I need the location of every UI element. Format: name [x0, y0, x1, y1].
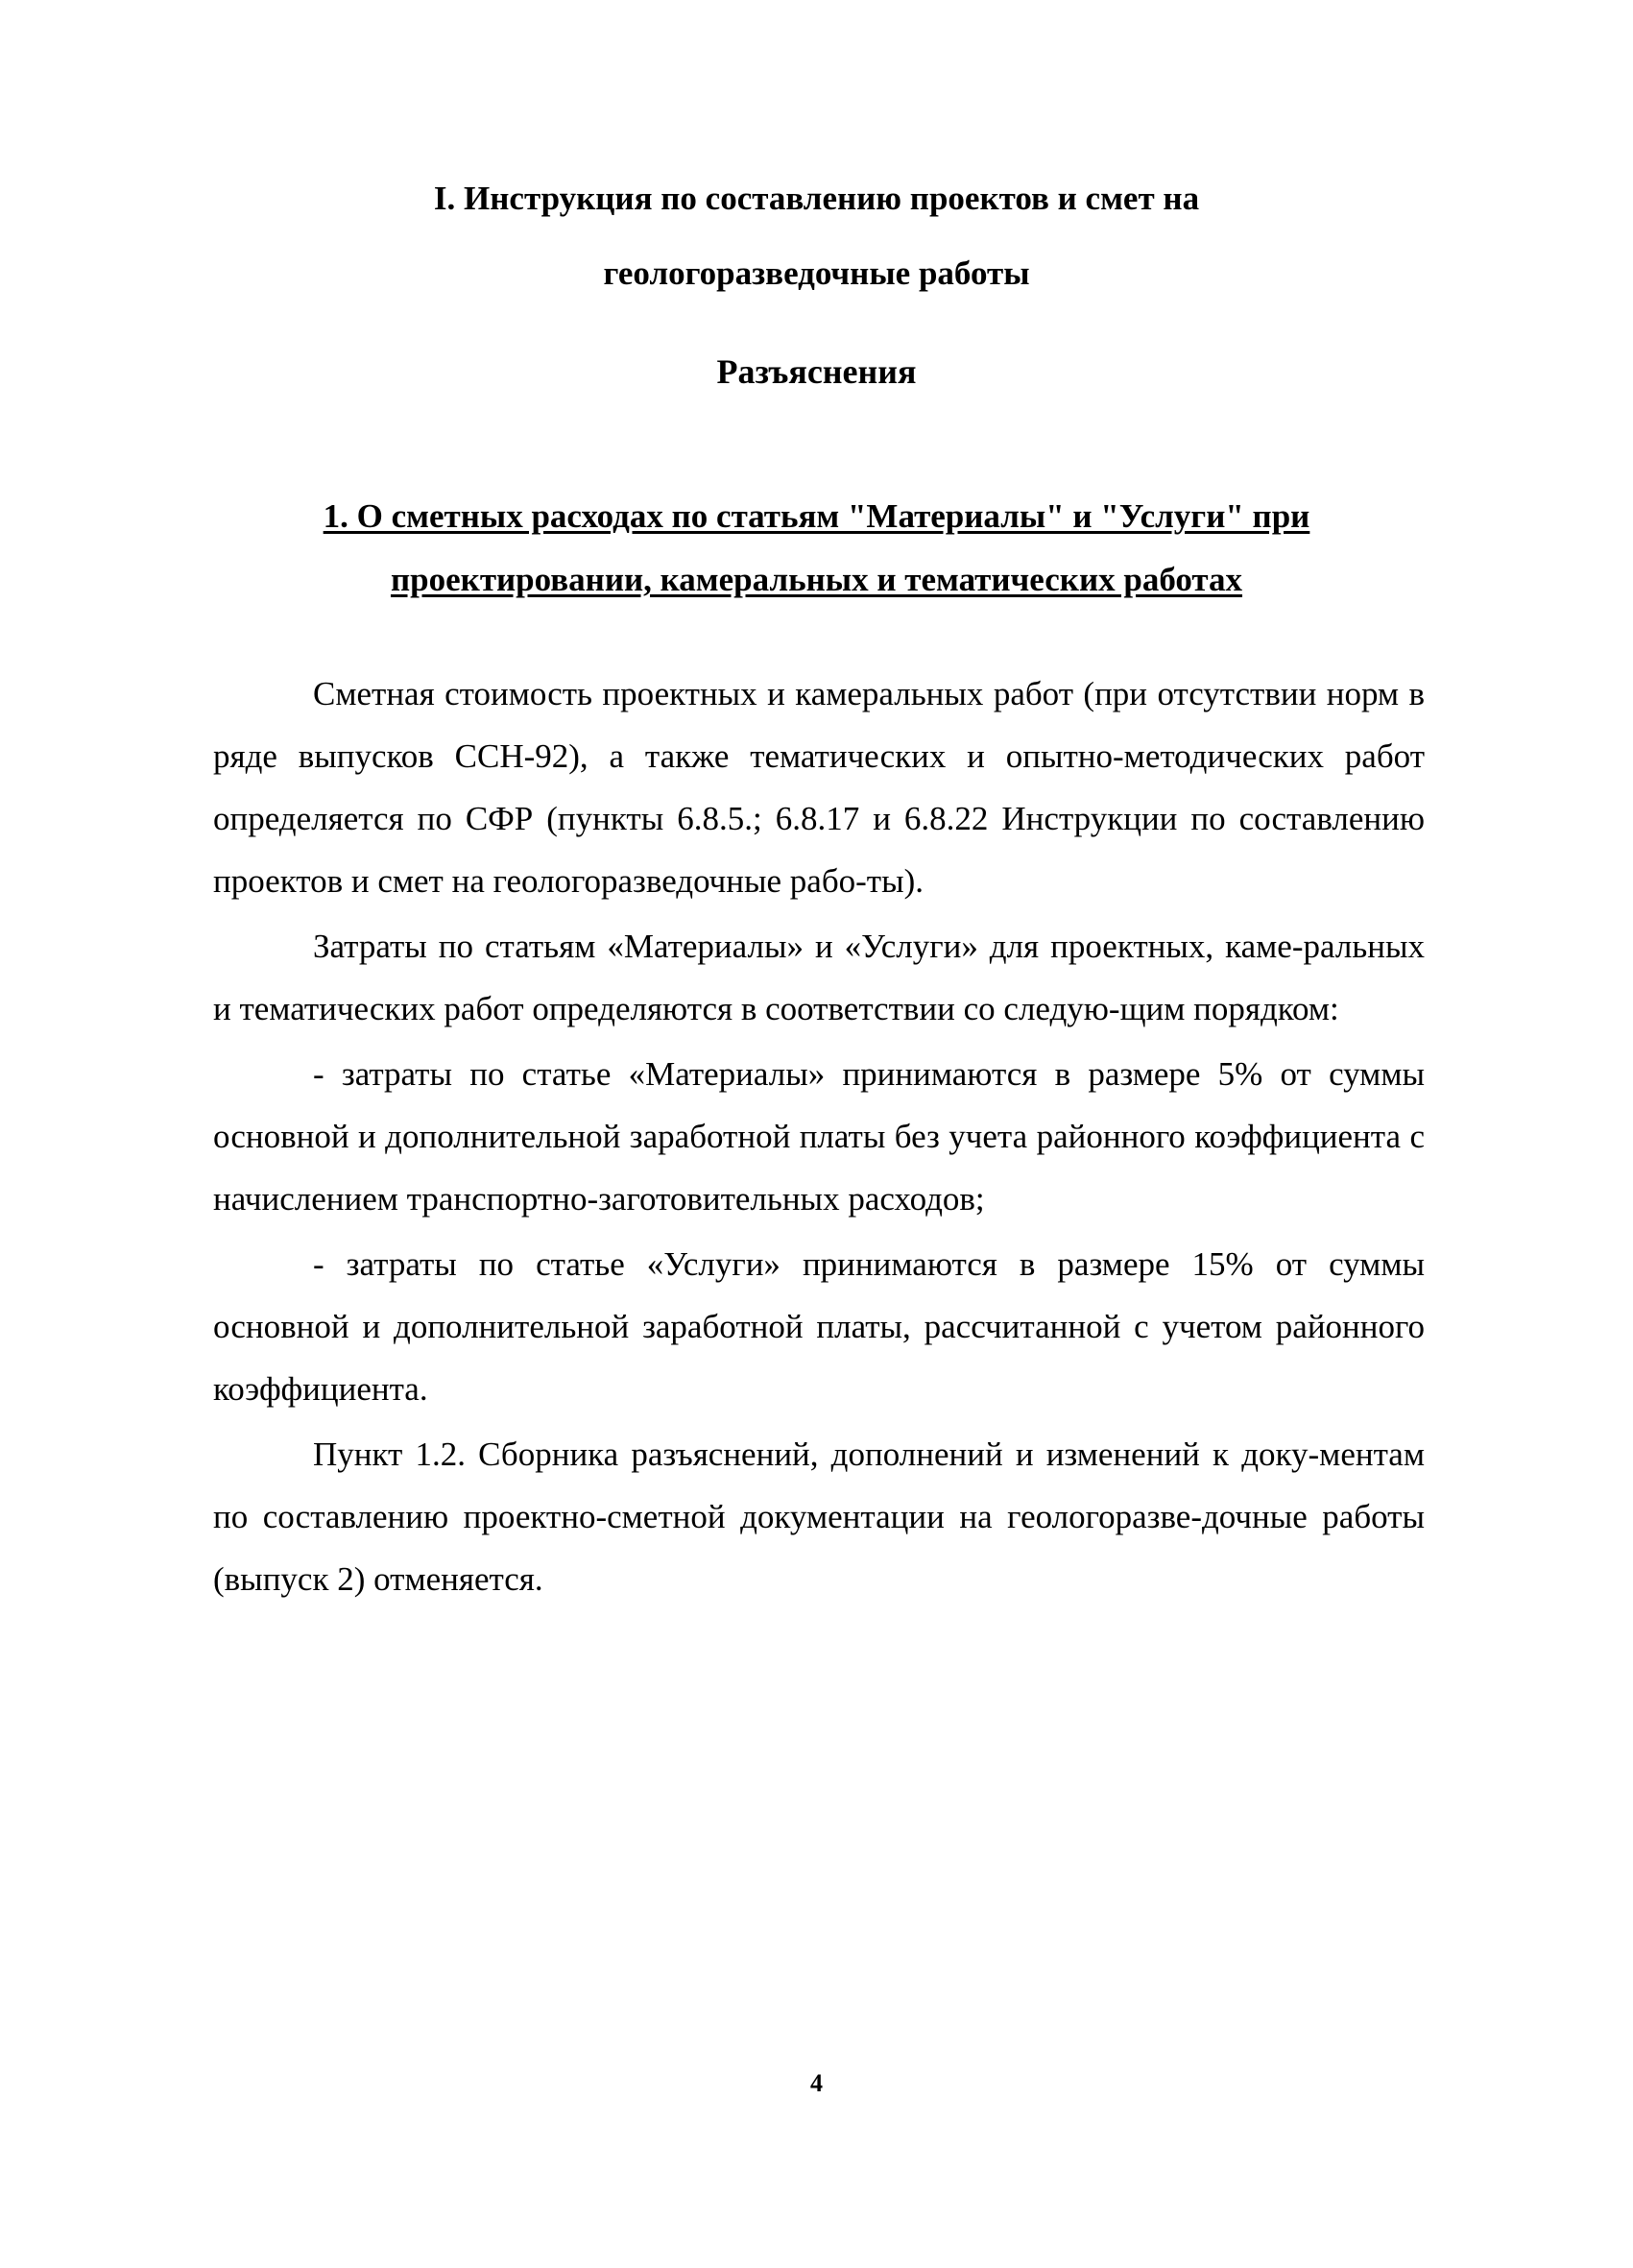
paragraph-3: - затраты по статье «Материалы» принимаются в размере 5% от суммы основной и дополнительной заработной платы без учета районного коэффициента с начислением транспортно-заготовительных расходов;: [213, 1055, 1425, 1218]
section-heading: [240, 485, 1393, 612]
section-heading-line-1: 1. О сметных расходах по статьям "Материалы" и "Услуги" при: [323, 497, 1310, 535]
paragraph-1: Сметная стоимость проектных и камеральных работ (при отсутствии норм в ряде выпусков ССН-92), а также тематических и опытно-методических работ определяется по СФР (пункты 6.8.5.; 6.8.17 и 6.8.22 Инструкции по составлению проектов и смет на геологоразведочные рабо-ты).: [213, 675, 1425, 900]
page-number: 4: [810, 2069, 823, 2097]
document-title: [288, 161, 1345, 311]
title-line-2: геологоразведочные работы: [603, 254, 1030, 292]
paragraph-4: - затраты по статье «Услуги» принимаются в размере 15% от суммы основной и дополнительной заработной платы, рассчитанной с учетом районного коэффициента.: [213, 1245, 1425, 1408]
title-line-1: I. Инструкция по составлению проектов и смет на: [433, 180, 1200, 217]
paragraph-5: Пункт 1.2. Сборника разъяснений, дополнений и изменений к доку-ментам по составлению проектно-сметной документации на геологоразве-дочные работы (выпуск 2) отменяется.: [213, 1436, 1425, 1598]
section-heading-line-2: проектировании, камеральных и тематических работах: [390, 561, 1243, 598]
paragraph-2: Затраты по статьям «Материалы» и «Услуги» для проектных, каме-ральных и тематических работ определяются в соответствии со следую-щим порядком:: [213, 928, 1425, 1027]
body-text: [213, 663, 1425, 1613]
document-subtitle: Разъяснения: [716, 352, 917, 391]
